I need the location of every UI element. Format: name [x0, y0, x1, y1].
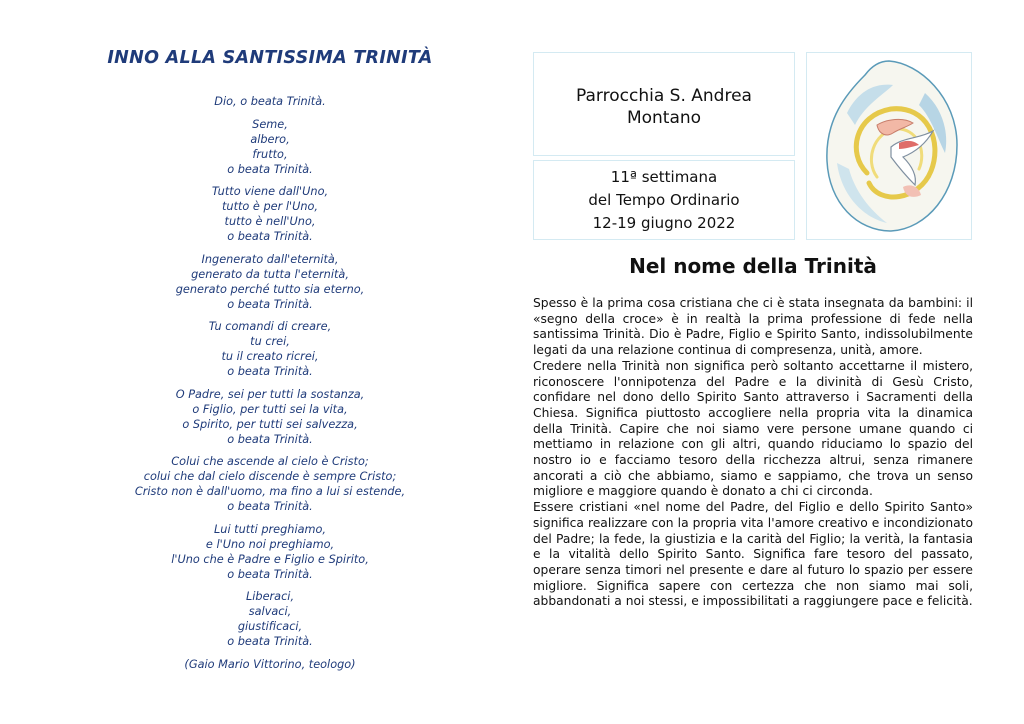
- hymn-line: o beata Trinità.: [227, 162, 313, 176]
- hymn-stanza: [60, 94, 480, 109]
- week-box: [533, 160, 795, 240]
- hymn-line: Cristo non è dall'uomo, ma fino a lui si estende,: [134, 485, 406, 498]
- hymn-line: o beata Trinità.: [227, 567, 313, 581]
- hymn-line: o beata Trinità.: [227, 365, 313, 378]
- hymn-line: colui che dal cielo discende è sempre Cristo;: [143, 470, 397, 483]
- hymn-line: albero,: [250, 132, 290, 146]
- hymn-line: o beata Trinità.: [227, 500, 313, 513]
- article-paragraph: Essere cristiani «nel nome del Padre, del Figlio e dello Spirito Santo» significa realizzare con la propria vita l'amore creativo e incondizionato del Padre; la fede, la giustizia e la carità del Figlio; la verità, la fantasia e la vitalità dello Spirito Santo. Significa fare tesoro del passato, operare senza timori nel presente e dare al futuro lo spazio per essere migliore. Significa sapere con certezza che non siamo mai soli, abbandonati a noi stessi, e impossibilitati a raggiungere pace e felicità.: [533, 500, 973, 609]
- hymn-line: o beata Trinità.: [227, 297, 313, 311]
- hymn-line: o beata Trinità.: [227, 432, 313, 446]
- hymn-line: Tu comandi di creare,: [208, 320, 332, 333]
- hymn-stanza: [60, 387, 480, 447]
- hymn-line: salvaci,: [248, 605, 292, 618]
- hymn-line: Lui tutti preghiamo,: [213, 522, 327, 536]
- hymn-author: (Gaio Mario Vittorino, teologo): [184, 657, 356, 671]
- hymn-line: Dio, o beata Trinità.: [214, 95, 326, 108]
- hymn-stanza: [60, 589, 480, 649]
- article-title: Nel nome della Trinità: [629, 254, 877, 278]
- week-line: del Tempo Ordinario: [588, 191, 740, 209]
- hymn-line: o beata Trinità.: [227, 635, 313, 648]
- hymn-line: tutto è nell'Uno,: [224, 215, 316, 228]
- hymn-line: O Padre, sei per tutti la sostanza,: [175, 387, 365, 401]
- hymn-stanza: [60, 252, 480, 312]
- hymn-line: Colui che ascende al cielo è Cristo;: [171, 455, 369, 468]
- hymn-stanza: [60, 117, 480, 177]
- hymn-title: INNO ALLA SANTISSIMA TRINITÀ: [107, 48, 433, 68]
- hymn-line: Tutto viene dall'Uno,: [211, 185, 329, 198]
- hymn-line: Liberaci,: [245, 590, 295, 603]
- hymn-stanza: [60, 319, 480, 379]
- hymn-line: tu crei,: [250, 335, 290, 348]
- hymn-line: l'Uno che è Padre e Figlio e Spirito,: [171, 552, 369, 566]
- trinity-icon: [807, 53, 971, 239]
- hymn-line: o Spirito, per tutti sei salvezza,: [182, 417, 358, 431]
- hymn-line: o Figlio, per tutti sei la vita,: [192, 402, 348, 416]
- hymn-column: [60, 48, 480, 672]
- parish-box: [533, 52, 795, 156]
- hymn-line: tu il creato ricrei,: [221, 350, 319, 363]
- article-body: [533, 296, 973, 610]
- hymn-line: Ingenerato dall'eternità,: [201, 252, 339, 266]
- article-paragraph: Spesso è la prima cosa cristiana che ci è stata insegnata da bambini: il «segno della croce» è in realtà la prima professione di fede nella santissima Trinità. Dio è Padre, Figlio e Spirito Santo, indissolubilmente legati da una relazione continua di compresenza, unità, amore.: [533, 296, 973, 358]
- hymn-line: generato da tutta l'eternità,: [191, 267, 349, 281]
- week-line: 11ª settimana: [610, 168, 718, 186]
- hymn-line: giustificaci,: [237, 620, 303, 633]
- hymn-line: generato perché tutto sia eterno,: [175, 282, 365, 296]
- hymn-stanza: [60, 454, 480, 514]
- hymn-stanza: [60, 522, 480, 582]
- hymn-line: o beata Trinità.: [227, 230, 313, 243]
- article-paragraph: Credere nella Trinità non significa però soltanto accettarne il mistero, riconoscere l'onnipotenza del Padre e la divinità di Gesù Cristo, confidare nel dono dello Spirito Santo attraverso i Sacramenti della Chiesa. Significa piuttosto accogliere nella propria vita la dinamica della Trinità. Capire che noi siamo vere persone umane quando ci mettiamo in relazione con gli altri, quando riduciamo lo spazio del nostro io e facciamo tesoro della ricchezza altrui, senza rimanere ancorati a ciò che abbiamo, siamo e sappiamo, che trova un senso migliore e maggiore quando è donato a chi ci circonda.: [533, 358, 973, 499]
- hymn-line: e l'Uno noi preghiamo,: [205, 537, 335, 551]
- hymn-line: tutto è per l'Uno,: [221, 200, 319, 213]
- parish-line: Parrocchia S. Andrea: [576, 86, 752, 106]
- parish-line: Montano: [626, 108, 702, 128]
- hymn-line: Seme,: [252, 117, 288, 131]
- hymn-line: frutto,: [252, 147, 288, 161]
- trinity-illustration: [806, 52, 972, 240]
- hymn-stanzas: [60, 94, 480, 649]
- week-line: 12-19 giugno 2022: [592, 214, 736, 232]
- hymn-stanza: [60, 184, 480, 244]
